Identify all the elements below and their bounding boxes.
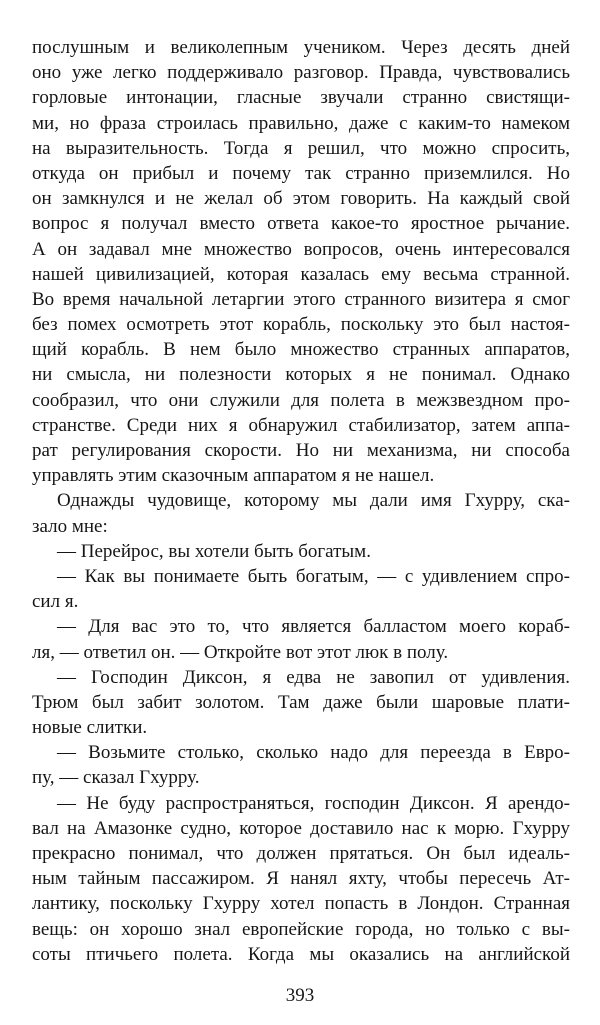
text-line: Однажды чудовище, которому мы дали имя Гхурру, ска- [57, 490, 570, 512]
text-line: ми, но фраза строилась правильно, даже с каким-то намеком [32, 112, 570, 134]
text-line: оно уже легко поддерживало разговор. Правда, чувствовались [32, 62, 570, 84]
text-line: без помех осмотреть этот корабль, поскольку это был настоя- [32, 314, 570, 336]
text-line: Во время начальной летаргии этого странного визитера я смог [32, 288, 570, 310]
text-line: ля, — ответил он. — Откройте вот этот люк в полу. [32, 641, 449, 663]
text-line: ни смысла, ни полезности которых я не понимал. Однако [32, 364, 570, 386]
text-line: — Господин Диксон, я едва не завопил от удивления. [57, 666, 570, 688]
text-line: — Перейрос, вы хотели быть богатым. [57, 540, 371, 562]
text-line: — Возьмите столько, сколько надо для переезда в Евро- [57, 742, 570, 764]
text-line: горловые интонации, гласные звучали странно свистящи- [32, 87, 570, 109]
text-line: — Как вы понимаете быть богатым, — с удивлением спро- [57, 565, 570, 587]
text-line: откуда он прибыл и почему так странно приземлился. Но [32, 162, 570, 184]
text-line: послушным и великолепным учеником. Через десять дней [32, 37, 570, 58]
text-line: пу, — сказал Гхурру. [32, 767, 200, 789]
text-line: вещь: он хорошо знал европейские города, но только с вы- [32, 918, 570, 940]
text-line: на выразительность. Тогда я решил, что можно спросить, [32, 137, 570, 159]
text-line: нашей цивилизацией, которая казалась ему весьма странной. [32, 263, 570, 285]
page-number: 393 [285, 985, 315, 1006]
text-line: ным тайным пассажиром. Я нанял яхту, чтобы пересечь Ат- [32, 868, 570, 890]
text-line: соты птичьего полета. Когда мы оказались на английской [32, 943, 570, 965]
text-line: сил я. [32, 591, 79, 613]
text-line: прекрасно понимал, что должен прятаться. Он был идеаль- [32, 843, 570, 864]
page-body-text [32, 35, 570, 967]
text-line: зало мне: [32, 515, 108, 537]
text-line: А он задавал мне множество вопросов, очень интересовался [32, 238, 570, 260]
text-line: — Для вас это то, что является балластом моего кораб- [57, 616, 570, 638]
text-line: Трюм был забит золотом. Там даже были шаровые плати- [32, 691, 570, 713]
text-line: лантику, поскольку Гхурру хотел попасть в Лондон. Странная [32, 893, 570, 915]
text-line: — Не буду распространяться, господин Диксон. Я арендо- [57, 792, 570, 814]
text-line: странстве. Среди них я обнаружил стабилизатор, затем аппа- [32, 414, 570, 436]
text-line: сообразил, что они служили для полета в межзвездном про- [32, 389, 570, 411]
text-line: вопрос я получал вместо ответа какое-то яростное рычание. [32, 213, 570, 235]
text-line: управлять этим сказочным аппаратом я не нашел. [32, 465, 435, 487]
text-line: новые слитки. [32, 717, 148, 739]
text-line: рат регулирования скорости. Но ни механизма, ни способа [32, 440, 570, 461]
text-line: он замкнулся и не желал об этом говорить. На каждый свой [32, 188, 570, 210]
text-line: вал на Амазонке судно, которое доставило нас к морю. Гхурру [32, 817, 570, 839]
text-line: щий корабль. В нем было множество странных аппаратов, [32, 339, 570, 361]
